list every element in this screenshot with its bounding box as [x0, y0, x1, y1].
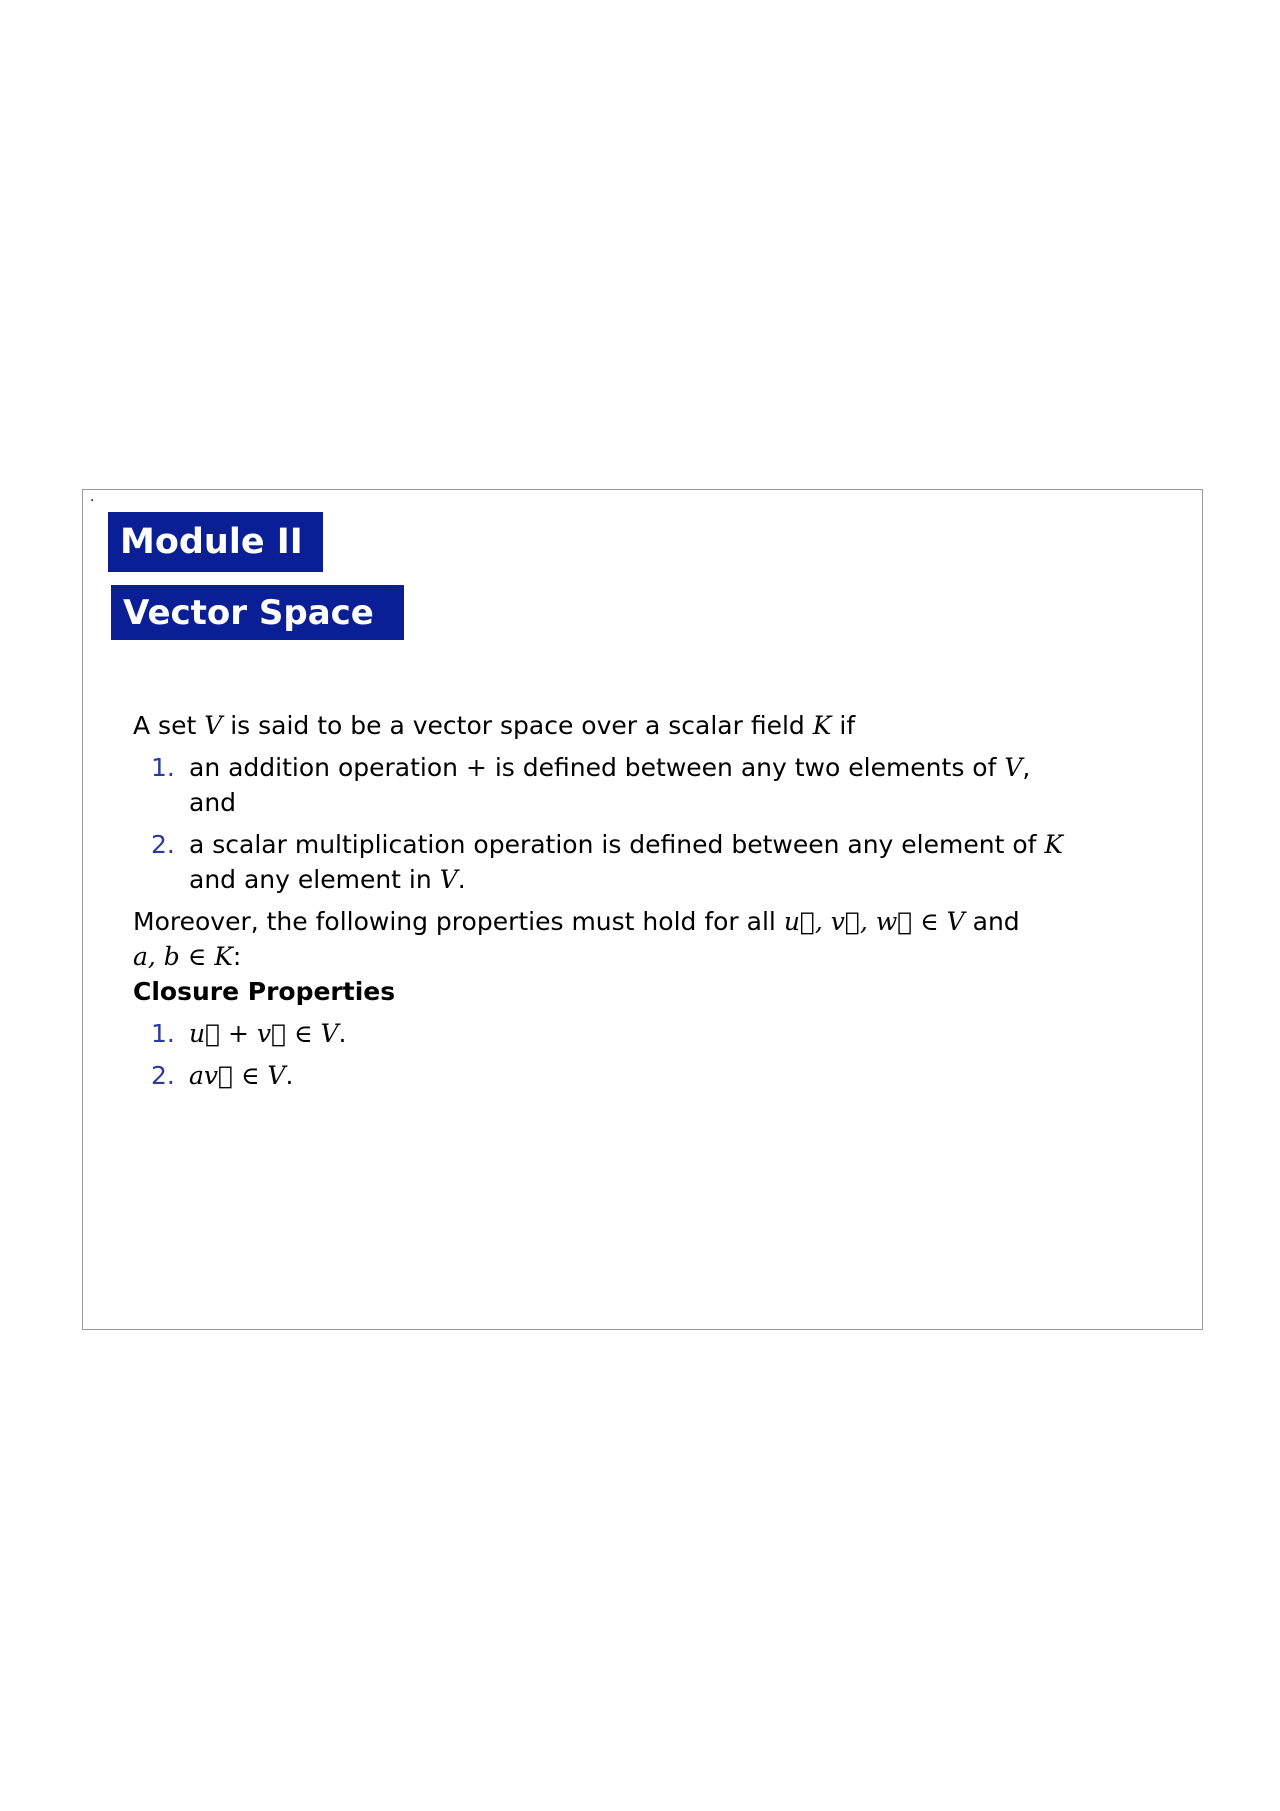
- slide-frame: [82, 489, 1203, 1330]
- closure-1-period: .: [338, 1019, 347, 1048]
- moreover-line-2: [133, 939, 1133, 974]
- intro-math-v: V: [204, 711, 223, 740]
- closure-number-1: 1.: [151, 1019, 175, 1048]
- closure-number-2: 2.: [151, 1061, 175, 1090]
- moreover-scalars-math: a, b ∈ K: [133, 942, 233, 971]
- closure-item-1: [133, 1016, 1133, 1051]
- closure-heading: Closure Properties: [133, 977, 396, 1006]
- condition-item-2: [133, 827, 1133, 897]
- closure-1-math: u⃗ + v⃗ ∈ V: [189, 1019, 339, 1048]
- moreover-vectors-math: u⃗, v⃗, w⃗ ∈ V: [783, 907, 965, 936]
- intro-text-1: A set: [133, 711, 205, 740]
- condition-1-math-v: V: [1004, 753, 1023, 782]
- closure-1-line: [189, 1016, 1133, 1051]
- moreover-line-1: [133, 904, 1133, 939]
- section-title: Vector Space: [111, 585, 404, 640]
- condition-2-text-1: a scalar multiplication operation is defined between any element of: [189, 830, 1045, 859]
- slide-content: [133, 708, 1133, 1093]
- condition-number-2: 2.: [151, 830, 175, 859]
- closure-2-math: av⃗ ∈ V: [189, 1061, 286, 1090]
- condition-2-text-2: and any element in: [189, 865, 440, 894]
- condition-item-1: [133, 750, 1133, 820]
- moreover-colon: :: [232, 942, 242, 971]
- closure-item-2: [133, 1058, 1133, 1093]
- condition-2-line-1: [189, 827, 1133, 862]
- moreover-text: Moreover, the following properties must hold for all: [133, 907, 784, 936]
- moreover-and: and: [964, 907, 1020, 936]
- condition-2-math-k: K: [1044, 830, 1064, 859]
- condition-1-line-1: [189, 750, 1133, 785]
- intro-line: [133, 708, 1133, 743]
- condition-2-line-2: [189, 862, 1133, 897]
- intro-math-k: K: [812, 711, 832, 740]
- intro-text-2: is said to be a vector space over a scalar field: [222, 711, 813, 740]
- condition-2-period: .: [457, 865, 466, 894]
- closure-2-line: [189, 1058, 1133, 1093]
- condition-1-text-2: is defined between any two elements of: [486, 753, 1005, 782]
- module-title: Module II: [108, 512, 323, 572]
- condition-1-line-2: and: [189, 788, 237, 817]
- condition-1-comma: ,: [1022, 753, 1031, 782]
- condition-number-1: 1.: [151, 753, 175, 782]
- corner-marker: .: [90, 489, 95, 505]
- intro-text-3: if: [831, 711, 856, 740]
- condition-1-plus: +: [465, 753, 487, 782]
- closure-2-period: .: [285, 1061, 294, 1090]
- condition-1-text-1: an addition operation: [189, 753, 466, 782]
- condition-2-math-v: V: [439, 865, 458, 894]
